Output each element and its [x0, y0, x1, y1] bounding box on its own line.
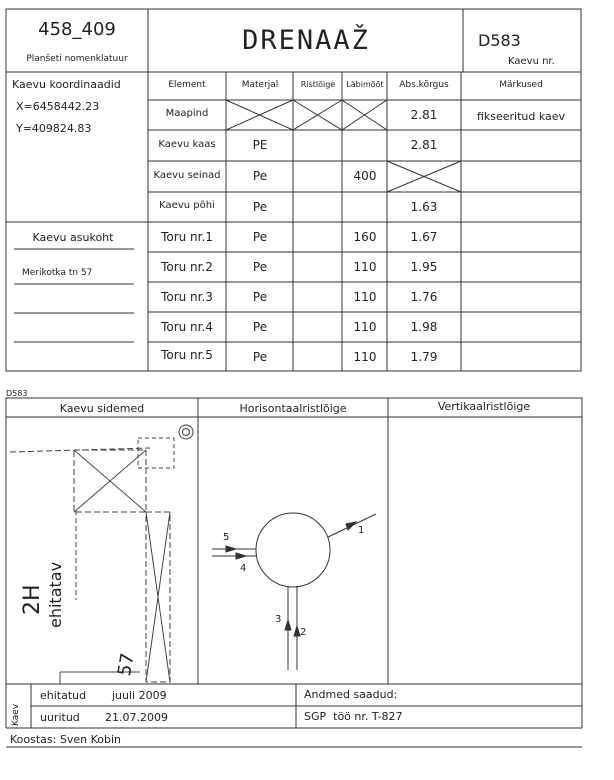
lower-tag: D583 [6, 389, 28, 398]
location-value: Merikotka tn 57 [22, 268, 93, 278]
well-number-label: Kaevu nr. [508, 56, 555, 67]
site-sketch [10, 425, 193, 684]
y-coord: Y=409824.83 [16, 122, 92, 135]
row-height: 1.63 [410, 200, 438, 214]
header-element: Element [168, 80, 206, 90]
row-material: Pe [252, 200, 268, 214]
source-label: Andmed saadud: [304, 688, 398, 701]
header-height: Abs.kõrgus [399, 80, 449, 90]
row-element: Toru nr.2 [161, 260, 213, 274]
row-height: 1.95 [410, 260, 438, 274]
row-height: 1.67 [410, 230, 438, 244]
surveyed-label: uuritud [40, 711, 80, 724]
coords-label: Kaevu koordinaadid [12, 78, 121, 91]
row-height: 2.81 [410, 138, 438, 152]
header-notes: Märkused [499, 80, 543, 90]
section-horizontal-title: Horisontaalristlõige [239, 402, 347, 415]
pipe-label-1: 1 [358, 525, 365, 536]
well-circle [256, 513, 330, 587]
author: Koostas: Sven Kobin [10, 733, 121, 746]
header-material: Materjal [241, 80, 279, 90]
header-diameter: Läbimõõt [346, 80, 384, 89]
row-diameter: 400 [353, 169, 377, 183]
row-element: Kaevu põhi [159, 200, 215, 211]
row-element: Toru nr.5 [161, 348, 213, 362]
row-diameter: 110 [353, 320, 377, 334]
row-height: 1.76 [410, 290, 438, 304]
section-links-title: Kaevu sidemed [59, 402, 145, 415]
source-value: SGP töö nr. T-827 [304, 710, 403, 723]
row-height: 2.81 [410, 108, 438, 122]
sheet-id: 458_409 [38, 19, 116, 40]
built-label: ehitatud [40, 689, 87, 702]
row-diameter: 110 [353, 350, 377, 364]
row-element: Kaevu kaas [158, 139, 216, 150]
side-label: Kaev [11, 703, 21, 726]
row-element: Toru nr.1 [161, 230, 213, 244]
sheet-label: Planšeti nomenklatuur [26, 54, 128, 64]
house-number: 57 [114, 651, 139, 678]
horizontal-section [212, 513, 376, 670]
row-element: Maapind [165, 108, 209, 119]
row-material: Pe [252, 320, 268, 334]
section-vertical-title: Vertikaalristlõige [437, 400, 531, 413]
surveyed-value: 21.07.2009 [105, 711, 168, 724]
row-material: Pe [252, 290, 268, 304]
row-element: Toru nr.3 [161, 290, 213, 304]
pipe-label-4: 4 [240, 563, 247, 574]
row-material: PE [252, 138, 268, 152]
row-diameter: 110 [353, 290, 377, 304]
lower-frame [6, 398, 582, 684]
row-material: Pe [252, 169, 268, 183]
building-status: ehitatav [46, 561, 65, 628]
pipe-label-2: 2 [300, 627, 307, 638]
row-material: Pe [252, 350, 268, 364]
x-coord: X=6458442.23 [16, 100, 100, 113]
row-height: 1.79 [410, 350, 438, 364]
row-element: Toru nr.4 [161, 320, 213, 334]
built-value: juuli 2009 [112, 689, 167, 702]
row-element: Kaevu seinad [153, 170, 221, 181]
pipe-label-5: 5 [223, 532, 230, 543]
well-number: D583 [478, 31, 521, 50]
building-code: 2H [20, 584, 45, 615]
row-material: Pe [252, 260, 268, 274]
row-diameter: 110 [353, 260, 377, 274]
header-cross-section: Ristlõige [300, 80, 336, 89]
page-title: DRENAAŽ [242, 25, 370, 56]
location-label: Kaevu asukoht [32, 231, 114, 244]
pipe-label-3: 3 [275, 614, 282, 625]
row-material: Pe [252, 230, 268, 244]
row-notes: fikseeritud kaev [476, 110, 566, 123]
row-height: 1.98 [410, 320, 438, 334]
row-diameter: 160 [353, 230, 377, 244]
